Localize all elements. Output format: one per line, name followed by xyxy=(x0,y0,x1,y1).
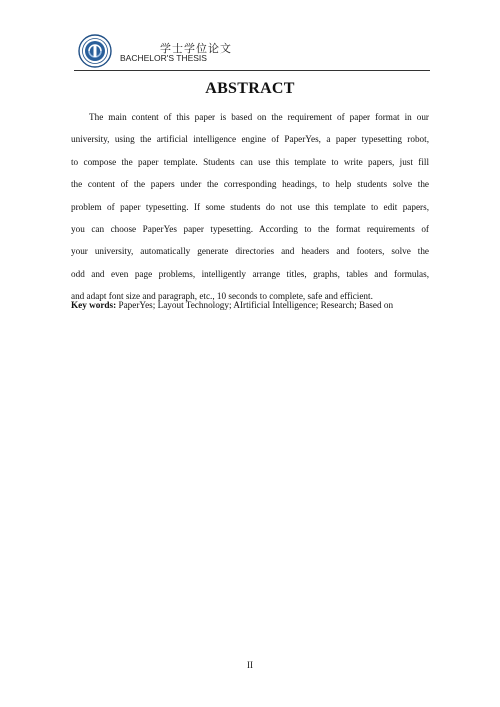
page-number: II xyxy=(247,660,253,670)
header-title-english: BACHELOR'S THESIS xyxy=(120,53,207,63)
abstract-line: to compose the paper template. Students can use this template to write papers, just fill xyxy=(71,156,429,167)
abstract-line: and adapt font size and paragraph, etc., 10 seconds to complete, safe and efficient. xyxy=(71,291,373,302)
keywords-separator: : xyxy=(113,300,117,310)
abstract-body xyxy=(71,106,429,308)
abstract-line: university, using the artificial intelligence engine of PaperYes, a paper typesetting robot, xyxy=(71,134,429,145)
abstract-line: The main content of this paper is based on the requirement of paper format in our xyxy=(89,112,429,122)
abstract-line: problem of paper typesetting. If some students do not use this template to edit papers, xyxy=(71,201,429,212)
header-title-chinese: 学士学位论文 xyxy=(160,42,232,55)
abstract-heading: ABSTRACT xyxy=(205,80,295,97)
header-divider xyxy=(74,70,430,71)
keywords-line xyxy=(71,300,441,310)
abstract-line: odd and even page problems, intelligently arrange titles, graphs, tables and formulas, xyxy=(71,268,429,279)
keywords-text: PaperYes; Layout Technology; AIrtificial Intelligence; Research; Based on xyxy=(118,300,394,310)
university-seal-icon xyxy=(78,34,112,68)
abstract-line: the content of the papers under the corresponding headings, to help students solve the xyxy=(71,179,429,190)
abstract-line: your university, automatically generate directories and headers and footers, solve the xyxy=(71,246,429,257)
abstract-line: you can choose PaperYes paper typesetting. According to the format requirements of xyxy=(71,224,429,235)
keywords-label: Key words xyxy=(71,300,114,310)
